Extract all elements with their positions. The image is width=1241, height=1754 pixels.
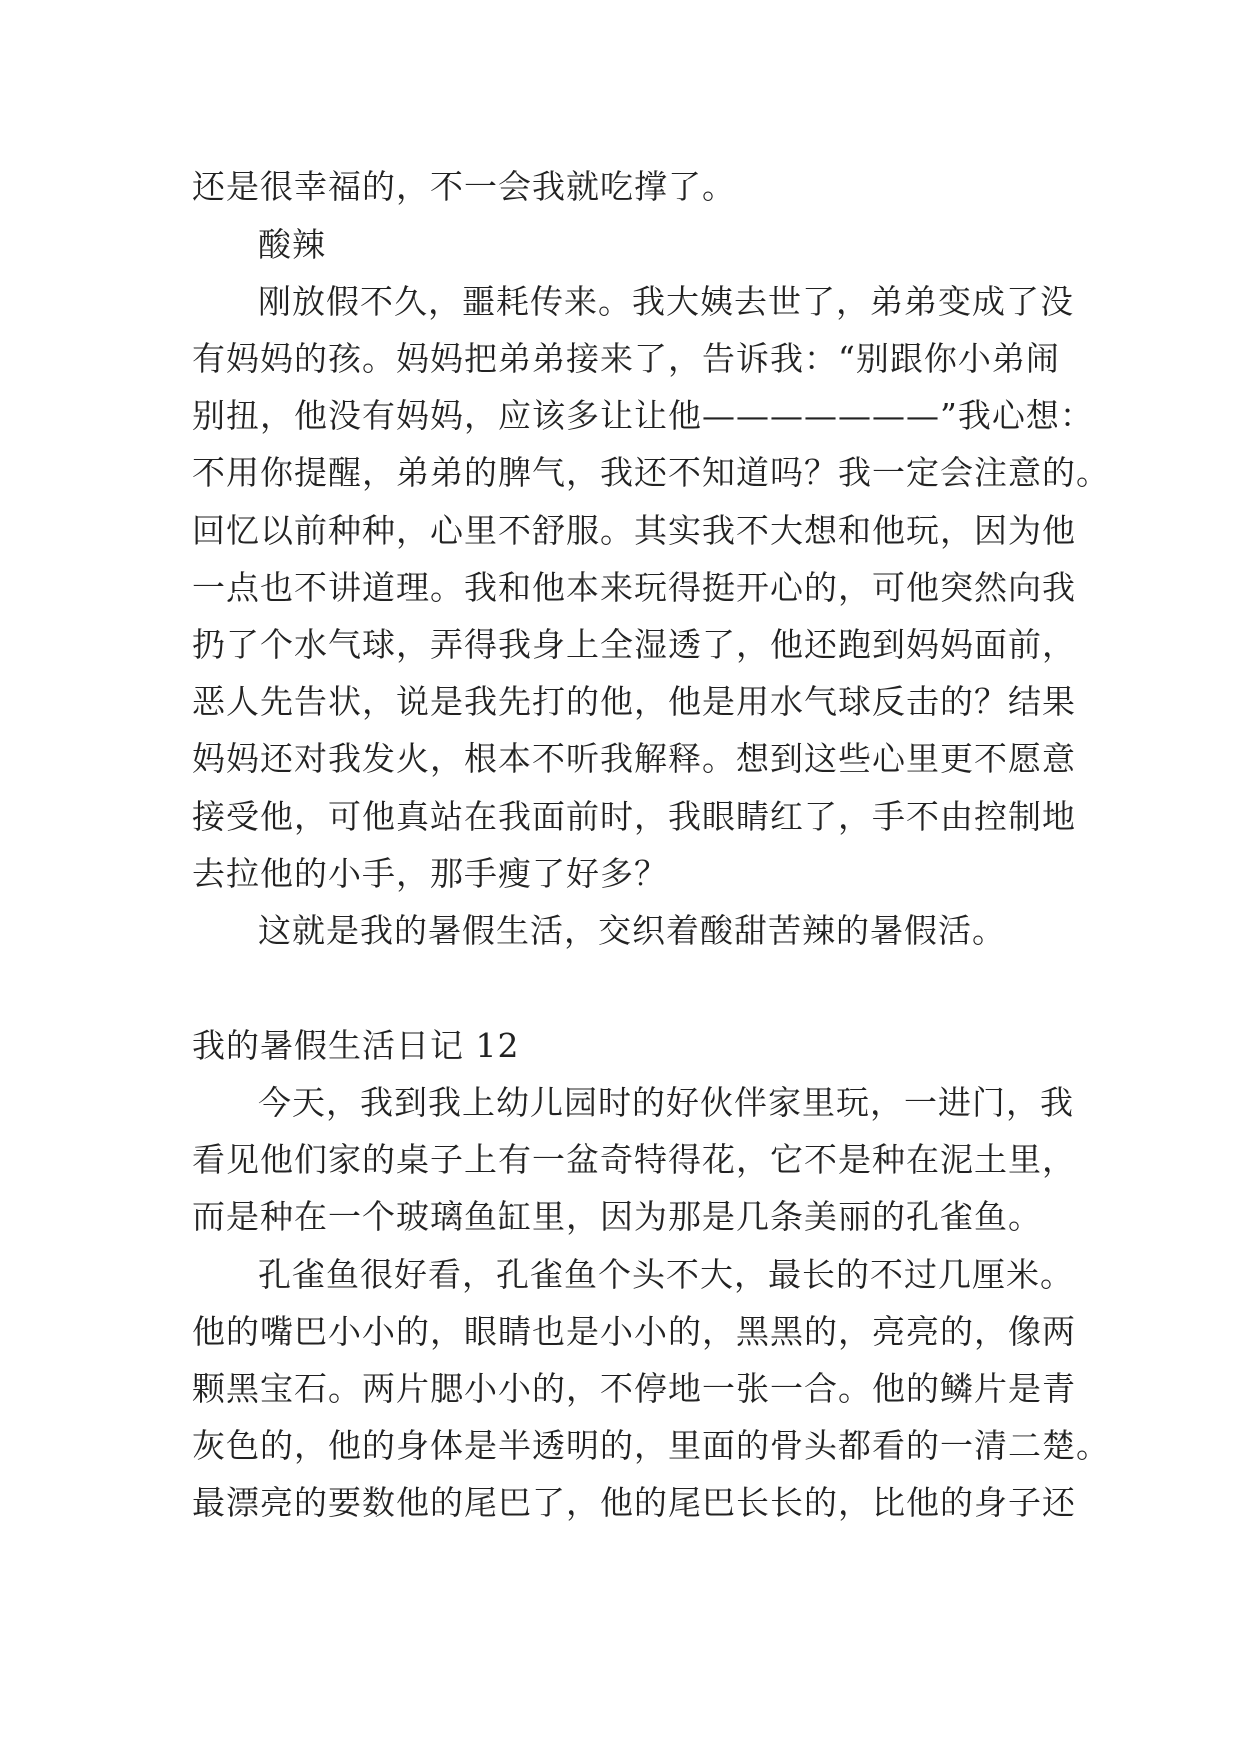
text-line: 颗黑宝石。两片腮小小的，不停地一张一合。他的鳞片是青 bbox=[192, 1369, 1076, 1408]
text-line: 去拉他的小手，那手瘦了好多？ bbox=[192, 854, 668, 893]
text-line: 这就是我的暑假生活，交织着酸甜苦辣的暑假活。 bbox=[258, 911, 1006, 950]
text-line: 别扭，他没有妈妈，应该多让让他———————”我心想： bbox=[192, 396, 1094, 435]
text-line: 妈妈还对我发火，根本不听我解释。想到这些心里更不愿意 bbox=[192, 739, 1076, 778]
section-heading-sour-spicy: 酸辣 bbox=[258, 225, 326, 264]
text-line: 一点也不讲道理。我和他本来玩得挺开心的，可他突然向我 bbox=[192, 568, 1076, 607]
text-line: 而是种在一个玻璃鱼缸里，因为那是几条美丽的孔雀鱼。 bbox=[192, 1197, 1042, 1236]
diary-entry-title: 我的暑假生活日记 12 bbox=[192, 1026, 520, 1065]
text-line: 扔了个水气球，弄得我身上全湿透了，他还跑到妈妈面前， bbox=[192, 625, 1076, 664]
text-line: 恶人先告状，说是我先打的他，他是用水气球反击的？结果 bbox=[192, 682, 1076, 721]
text-line: 还是很幸福的，不一会我就吃撑了。 bbox=[192, 167, 736, 206]
text-line: 看见他们家的桌子上有一盆奇特得花，它不是种在泥土里， bbox=[192, 1140, 1076, 1179]
text-line: 回忆以前种种，心里不舒服。其实我不大想和他玩，因为他 bbox=[192, 511, 1076, 550]
text-line: 他的嘴巴小小的，眼睛也是小小的，黑黑的，亮亮的，像两 bbox=[192, 1312, 1076, 1351]
text-line: 刚放假不久，噩耗传来。我大姨去世了，弟弟变成了没 bbox=[258, 282, 1074, 321]
text-line: 灰色的，他的身体是半透明的，里面的骨头都看的一清二楚。 bbox=[192, 1426, 1110, 1465]
text-line: 今天，我到我上幼儿园时的好伙伴家里玩，一进门，我 bbox=[258, 1083, 1074, 1122]
text-line: 有妈妈的孩。妈妈把弟弟接来了，告诉我：“别跟你小弟闹 bbox=[192, 339, 1060, 378]
text-line: 孔雀鱼很好看，孔雀鱼个头不大，最长的不过几厘米。 bbox=[258, 1255, 1074, 1294]
text-line: 不用你提醒，弟弟的脾气，我还不知道吗？我一定会注意的。 bbox=[192, 453, 1110, 492]
text-line: 最漂亮的要数他的尾巴了，他的尾巴长长的，比他的身子还 bbox=[192, 1483, 1076, 1522]
text-line: 接受他，可他真站在我面前时，我眼睛红了，手不由控制地 bbox=[192, 797, 1076, 836]
